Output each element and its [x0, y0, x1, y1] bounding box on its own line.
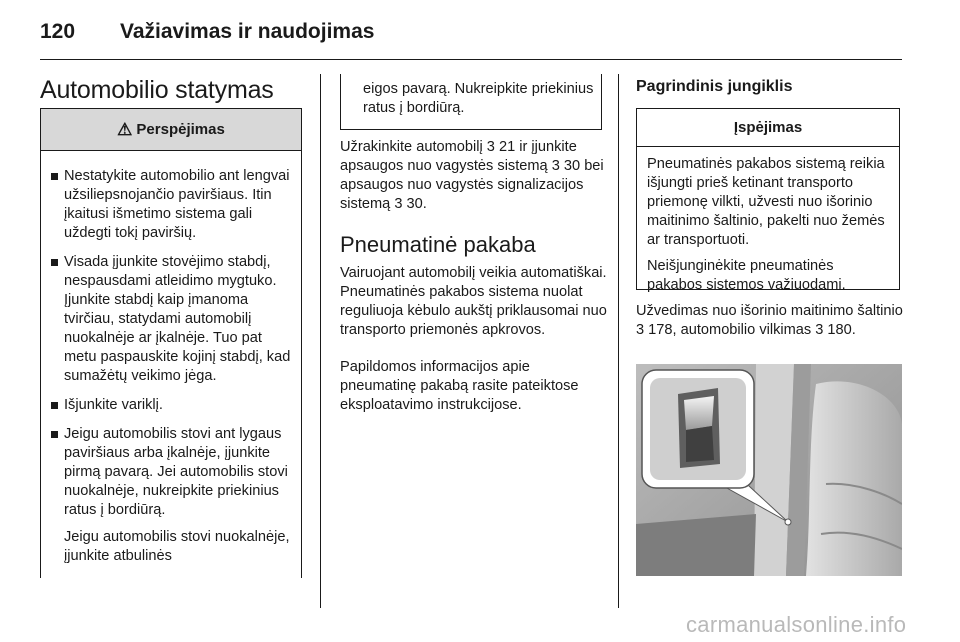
- warning-header: [41, 109, 301, 151]
- main-switch-rocker-icon: [684, 396, 714, 430]
- chapter-title: Važiavimas ir naudojimas: [120, 20, 375, 43]
- caution-body: [637, 147, 899, 295]
- callout-dot: [785, 519, 791, 525]
- caution-paragraph-1: Pneumatinės pakabos sistemą reikia išjungti prieš ketinant transporto priemonę vilkti, užvesti nuo išorinio maitinimo šaltinio, pakelti nuo žemės ar transportuoti.: [647, 156, 885, 248]
- section-title-main-switch: Pagrindinis jungiklis: [636, 78, 793, 95]
- column-divider-2: [618, 74, 619, 608]
- external-power-paragraph: Užvedimas nuo išorinio maitinimo šaltinio 3 178, automobilio vilkimas 3 180.: [636, 303, 903, 338]
- watermark: carmanualsonline.info: [686, 612, 907, 637]
- switch-rocker-lower: [686, 426, 714, 462]
- warning-box-continued: [340, 74, 602, 130]
- section-title-air-suspension: Pneumatinė pakaba: [340, 232, 536, 257]
- warning-box-parking: [40, 108, 302, 578]
- page-number: 120: [40, 20, 76, 43]
- warning-title: Perspėjimas: [136, 121, 225, 138]
- caution-header: Įspėjimas: [637, 109, 899, 147]
- air-suspension-paragraph-1: Vairuojant automobilį veikia automatiškai. Pneumatinės pakabos sistema nuolat reguliuoja kėbulo aukštį priklausomai nuo transporto priemonės apkrovos.: [340, 265, 607, 338]
- warning-bullet: Visada įjunkite stovėjimo stabdį, nespausdami atleidimo mygtuko. Įjunkite stabdį kaip įmanoma tvirčiau, statydami automobilį nuokalnėje ar įkalnėje. Tuo pat metu paspauskite kojinį stabdį, kad sumažėtų veikimo jėga.: [51, 253, 291, 386]
- warning-triangle-icon: ⚠: [117, 119, 133, 139]
- warning-bullet: Jeigu automobilis stovi ant lygaus paviršiaus arba įkalnėje, įjunkite pirmą pavarą. Jei automobilis stovi nuokalnėje, nukreipkite priekinius ratus į bordiūrą.: [51, 425, 291, 520]
- air-suspension-paragraph-2: Papildomos informacijos apie pneumatinę pakabą rasite pateiktose eksploatavimo instrukcijose.: [340, 359, 579, 413]
- column-divider-1: [320, 74, 321, 608]
- warning-continued-text: eigos pavarą. Nukreipkite priekinius ratus į bordiūrą.: [363, 81, 594, 116]
- caution-paragraph-2: Neišjunginėkite pneumatinės pakabos sistemos važiuodami.: [647, 258, 846, 293]
- lock-paragraph: Užrakinkite automobilį 3 21 ir įjunkite apsaugos nuo vagystės sistemą 3 30 bei apsaugos nuo vagystės signalizacijos sistemą 3 30.: [340, 139, 604, 212]
- section-title-parking: Automobilio statymas: [40, 76, 274, 104]
- page-header: [40, 14, 920, 54]
- warning-sub-paragraph: Jeigu automobilis stovi nuokalnėje, įjunkite atbulinės: [64, 529, 290, 564]
- warning-bullet: Nestatykite automobilio ant lengvai užsiliepsnojančio paviršiaus. Itin įkaitusi išmetimo sistema gali uždegti tokį paviršių.: [51, 167, 291, 243]
- seat: [806, 381, 902, 576]
- caution-box-main-switch: [636, 108, 900, 293]
- warning-body: [41, 151, 301, 566]
- warning-bullet: Išjunkite variklį.: [51, 396, 291, 415]
- main-switch-illustration: [636, 364, 902, 576]
- header-rule: [40, 59, 902, 60]
- floor: [636, 514, 756, 576]
